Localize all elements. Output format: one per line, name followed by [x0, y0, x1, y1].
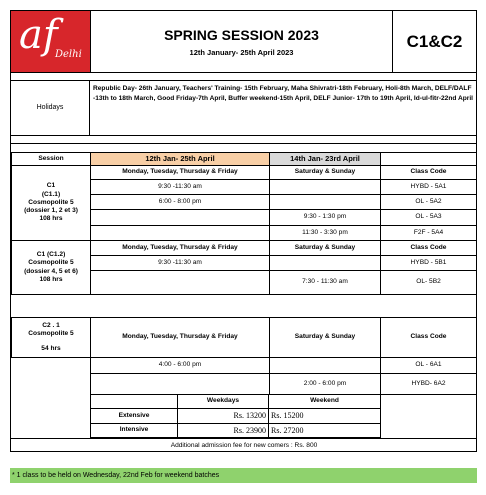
logo-city: Delhi: [55, 49, 82, 60]
fees-row-weekend: Rs. 27200: [268, 423, 381, 438]
c1-2-weekend-header: Saturday & Sunday: [269, 240, 381, 256]
c1-1-weekend-header: Saturday & Sunday: [269, 165, 381, 180]
footnote: * 1 class to be held on Wednesday, 22nd Feb for weekend batches: [10, 468, 477, 483]
c2-1-weekend-header: Saturday & Sunday: [269, 317, 381, 358]
table-row-c1-2-weekday: 9:30 -11:30 am: [90, 255, 270, 271]
table-row-c1-2-weekend: 7:30 - 11:30 am: [269, 270, 381, 295]
table-row-c1-2-code: OL- 5B2: [380, 270, 477, 295]
admission-fee-note: Additional admission fee for new comers : Rs. 800: [11, 438, 477, 452]
c1-1-code-header: Class Code: [380, 165, 477, 180]
table-row-c1-1-weekday: 9:30 -11:30 am: [90, 179, 270, 195]
logo-mark: af: [19, 12, 58, 58]
table-row-c2-1-weekday: [90, 373, 270, 395]
table-row-c1-2-weekend: [269, 255, 381, 271]
level-badge: C1&C2: [406, 31, 463, 51]
page-subtitle: 12th January- 25th April 2023: [189, 48, 294, 57]
table-row-c2-1-weekend: 2:00 - 6:00 pm: [269, 373, 381, 395]
c1-1-session-name: C1 (C1.1) Cosmopolite 5 (dossier 1, 2 et 3) 108 hrs: [11, 165, 91, 241]
fees-row-weekdays: Rs. 13200: [177, 408, 269, 424]
table-row-c1-2-code: HYBD - 5B1: [380, 255, 477, 271]
logo: [11, 11, 91, 72]
table-row-c1-1-weekday: [90, 209, 270, 226]
holidays-label: Holidays: [11, 80, 90, 135]
header-title-block: [91, 11, 392, 72]
table-row-c2-1-weekday: 4:00 - 6:00 pm: [90, 357, 270, 374]
fees-corner: [90, 394, 178, 409]
table-row-c1-1-code: F2F - 5A4: [380, 225, 477, 241]
c2-1-weekday-header: Monday, Tuesday, Thursday & Friday: [90, 317, 270, 358]
table-row-c1-1-weekend: 11:30 - 3:30 pm: [269, 225, 381, 241]
table-row-c1-1-weekday: [90, 225, 270, 241]
c1-1-weekday-header: Monday, Tuesday, Thursday & Friday: [90, 165, 270, 180]
table-row-c2-1-code: HYBD- 6A2: [380, 373, 477, 395]
session-header: Session: [11, 152, 91, 166]
weekend-period-header: 14th Jan- 23rd April: [269, 152, 381, 166]
fees-row-weekend: Rs. 15200: [268, 408, 381, 424]
c2-1-session-name: C2 . 1 Cosmopolite 5 54 hrs: [11, 317, 91, 358]
table-row-c1-2-weekday: [90, 270, 270, 295]
table-row-c1-1-code: OL - 5A2: [380, 194, 477, 210]
c1-2-code-header: Class Code: [380, 240, 477, 256]
table-row-c2-1-weekend: [269, 357, 381, 374]
holidays-text: Republic Day- 26th January, Teachers' Training- 15th February, Maha Shivratri-18th February, Holi-8th March, DELF/DALF -13th to 18th March, Good Friday-7th April, Buffer weekend-15th April, DELF Junior- 17th to 19th April, Id-ul-fitr-22nd April: [93, 85, 474, 103]
table-row-c1-1-weekend: 9:30 - 1:30 pm: [269, 209, 381, 226]
table-row-c1-1-weekday: 6:00 - 8:00 pm: [90, 194, 270, 210]
fees-row-type: Extensive: [90, 408, 178, 424]
blank-header-cell: [380, 152, 477, 166]
c1-2-session-name: C1 (C1.2) Cosmopolite 5 (dossier 4, 5 et 6) 108 hrs: [11, 240, 91, 295]
page-title: SPRING SESSION 2023: [164, 27, 319, 43]
fees-row-type: Intensive: [90, 423, 178, 438]
weekday-period-header: 12th Jan- 25th April: [90, 152, 270, 166]
c1-2-weekday-header: Monday, Tuesday, Thursday & Friday: [90, 240, 270, 256]
c2-1-code-header: Class Code: [380, 317, 477, 358]
table-row-c2-1-code: OL - 6A1: [380, 357, 477, 374]
fees-row-weekdays: Rs. 23900: [177, 423, 269, 438]
fees-weekend-header: Weekend: [268, 394, 381, 409]
table-row-c1-1-weekend: [269, 179, 381, 195]
table-row-c1-1-weekend: [269, 194, 381, 210]
table-row-c1-1-code: HYBD - 5A1: [380, 179, 477, 195]
fees-weekdays-header: Weekdays: [177, 394, 269, 409]
table-row-c1-1-code: OL - 5A3: [380, 209, 477, 226]
